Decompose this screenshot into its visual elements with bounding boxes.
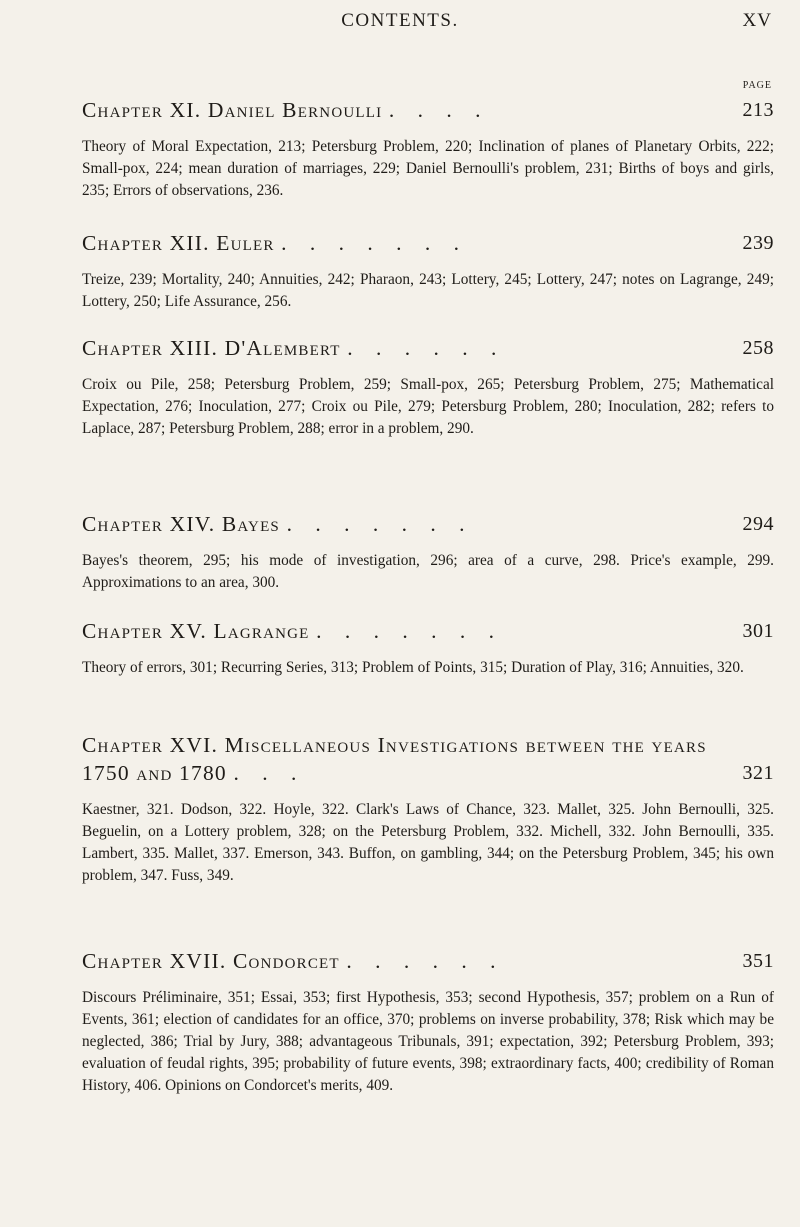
page-column-label: PAGE [742, 80, 772, 91]
chapter-page-number: 351 [742, 950, 774, 972]
chapter-contents-text: Bayes's theorem, 295; his mode of investigation, 296; area of a curve, 298. Price's example, 299. Approximations to an area, 300. [82, 552, 774, 591]
leader-dots: . . . . . . . [281, 231, 468, 255]
chapter-heading [82, 947, 774, 975]
page-number: XV [742, 10, 772, 31]
chapter-title: Chapter XVII. Condorcet [82, 949, 340, 973]
chapter-heading [82, 510, 774, 538]
chapter-contents-text: Discours Préliminaire, 351; Essai, 353; first Hypothesis, 353; second Hypothesis, 357; problem on a Run of Events, 361; election of candidates for an office, 370; problems on inverse probability, 378; Risk which may be neglected, 386; Trial by Jury, 388; advantageous Tribunals, 391; expectation, 392; Petersburg Problem, 393; evaluation of feudal rights, 395; probability of future events, 398; extraordinary facts, 400; credibility of Roman History, 406. Opinions on Condorcet's merits, 409. [82, 989, 774, 1094]
chapter-entry-xiv [82, 510, 774, 594]
chapter-contents [82, 269, 774, 313]
chapter-heading [82, 334, 774, 362]
leader-dots: . . . [233, 761, 306, 785]
chapter-page-number: 321 [742, 762, 774, 784]
chapter-title: Chapter XII. Euler [82, 231, 275, 255]
chapter-contents-text: Theory of Moral Expectation, 213; Petersburg Problem, 220; Inclination of planes of Planetary Orbits, 222; Small-pox, 224; mean duration of marriages, 229; Daniel Bernoulli's problem, 231; Births of boys and girls, 235; Errors of observations, 236. [82, 138, 774, 199]
chapter-page-number: 294 [742, 513, 774, 535]
chapter-heading [82, 617, 774, 645]
chapter-page-number: 258 [742, 337, 774, 359]
chapter-contents [82, 374, 774, 440]
page-title: CONTENTS. [341, 10, 459, 31]
chapter-contents [82, 657, 774, 679]
leader-dots: . . . . . . [347, 336, 506, 360]
chapter-contents [82, 987, 774, 1097]
leader-dots: . . . . . . . [316, 619, 504, 643]
chapter-page-number: 239 [742, 232, 774, 254]
chapter-title: Chapter XV. Lagrange [82, 619, 310, 643]
chapter-entry-xvi [82, 731, 774, 887]
chapter-contents-text: Kaestner, 321. Dodson, 322. Hoyle, 322. Clark's Laws of Chance, 323. Mallet, 325. John Bernoulli, 325. Beguelin, on a Lottery problem, 328; on the Petersburg Problem, 332. Michell, 332. John Bernoulli, 335. Lambert, 335. Mallet, 337. Emerson, 343. Buffon, on gambling, 344; on the Petersburg Problem, 345; his own problem, 347. Fuss, 349. [82, 801, 774, 884]
chapter-title: Chapter XIV. Bayes [82, 512, 280, 536]
chapter-contents-text: Theory of errors, 301; Recurring Series, 313; Problem of Points, 315; Duration of Play, 316; Annuities, 320. [82, 659, 744, 676]
chapter-contents-text: Croix ou Pile, 258; Petersburg Problem, 259; Small-pox, 265; Petersburg Problem, 275; Mathematical Expectation, 276; Inoculation, 277; Croix ou Pile, 279; Petersburg Problem, 280; Inoculation, 282; refers to Laplace, 287; Petersburg Problem, 288; error in a problem, 290. [82, 376, 774, 437]
chapter-entry-xv [82, 617, 774, 679]
chapter-heading [82, 731, 774, 787]
chapter-title: Chapter XIII. D'Alembert [82, 336, 341, 360]
leader-dots: . . . . . . [346, 949, 505, 973]
chapter-title: Chapter XVI. Miscellaneous Investigations between the years 1750 and 1780 [82, 733, 707, 785]
chapter-contents-text: Treize, 239; Mortality, 240; Annuities, 242; Pharaon, 243; Lottery, 245; Lottery, 247; notes on Lagrange, 249; Lottery, 250; Life Assurance, 256. [82, 271, 774, 310]
chapter-entry-xi [82, 96, 774, 202]
chapter-contents [82, 136, 774, 202]
chapter-contents [82, 799, 774, 887]
chapter-heading [82, 96, 774, 124]
chapter-title: Chapter XI. Daniel Bernoulli [82, 98, 383, 122]
leader-dots: . . . . . . . [286, 512, 474, 536]
chapter-entry-xii [82, 229, 774, 313]
running-head [0, 10, 800, 50]
chapter-entry-xvii [82, 947, 774, 1097]
chapter-entry-xiii [82, 334, 774, 440]
chapter-page-number: 213 [742, 99, 774, 121]
chapter-heading [82, 229, 774, 257]
chapter-contents [82, 550, 774, 594]
chapter-page-number: 301 [742, 620, 774, 642]
leader-dots: . . . . [388, 98, 490, 122]
